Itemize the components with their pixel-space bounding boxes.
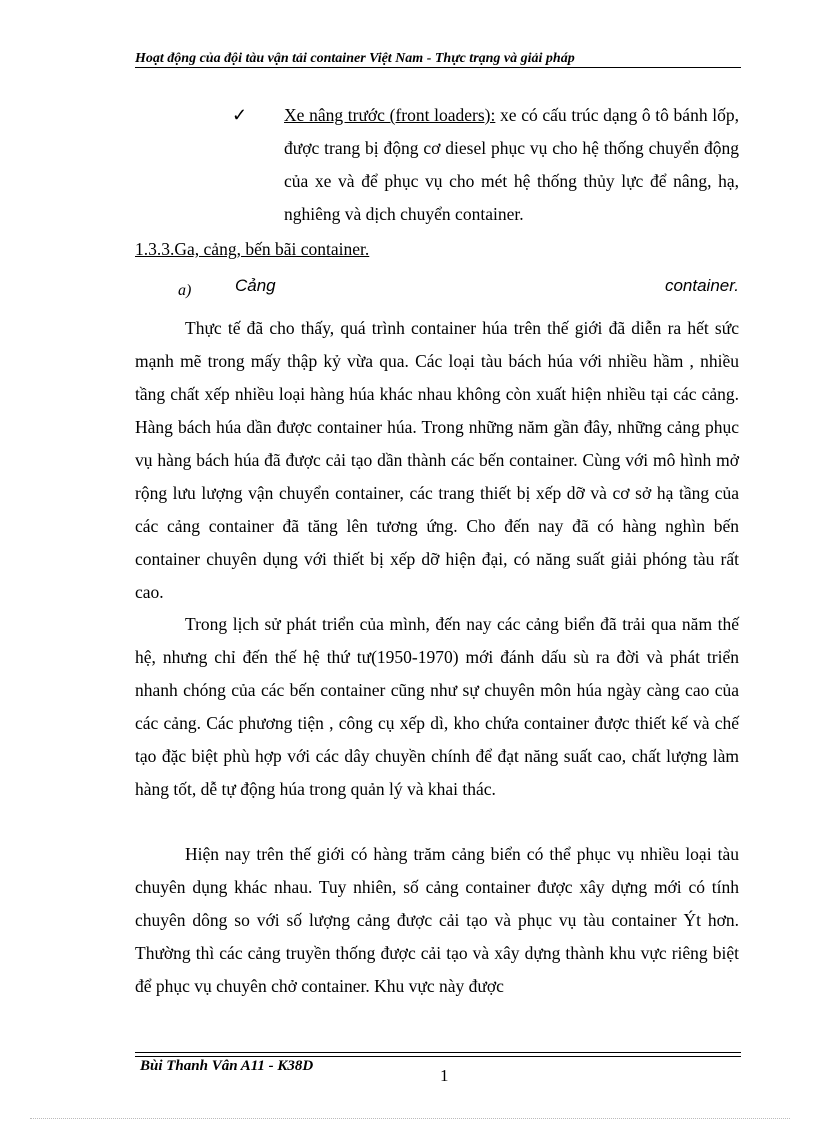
page-header-title: Hoạt động của đội tàu vận tải container Việt Nam - Thực trạng và giải pháp <box>135 51 575 66</box>
body-paragraph-2: Trong lịch sử phát triển của mình, đến nay các cảng biển đã trải qua năm thế hệ, nhưng chỉ đến thế hệ thứ tư(1950-1970) mới đánh dấu sù ra đời và phát triển nhanh chóng của các bến container cũng như sự chuyên môn húa ngày càng cao của các cảng. Các phương tiện , công cụ xếp dì, kho chứa container được thiết kế và chế tạo đặc biệt phù hợp với các dây chuyền chính để đạt năng suất cao, chất lượng làm hàng tốt, dễ tự động húa trong quản lý và khai thác. <box>135 614 739 799</box>
page-bottom-border <box>30 1118 790 1119</box>
footer-author: Bùi Thanh Vân A11 - K38D <box>140 1058 314 1074</box>
page-number: 1 <box>440 1066 449 1085</box>
body-paragraph-3: Hiện nay trên thế giới có hàng trăm cảng biển có thể phục vụ nhiều loại tàu chuyên dụng khác nhau. Tuy nhiên, số cảng container được xây dựng mới có tính chuyên dông so với số lượng cảng được cải tạo và phục vụ tàu container Ýt hơn. Thường thì các cảng truyền thống được cải tạo và xây dựng thành khu vực riêng biệt để phục vụ chuyên chở container. Khu vực này được <box>135 844 739 996</box>
checklist-text <box>175 99 739 231</box>
checklist-description: xe có cấu trúc dạng ô tô bánh lốp, được trang bị động cơ diesel phục vụ cho hệ thống chuyển động của xe và để phục vụ cho mét hệ thống thủy lực để nâng, hạ, nghiêng và dịch chuyển container. <box>284 105 739 224</box>
subsection-word-2: container. <box>664 276 739 295</box>
subsection-word-1: Cảng <box>235 276 276 295</box>
body-paragraph-1: Thực tế đã cho thấy, quá trình container húa trên thế giới đã diễn ra hết sức mạnh mẽ trong mấy thập kỷ vừa qua. Các loại tàu bách húa với nhiều hầm , nhiều tầng chất xếp nhiều loại hàng húa khác nhau không còn xuất hiện nhiều tại các cảng. Hàng bách húa dần được container húa. Trong những năm gần đây, những cảng phục vụ hàng bách húa đã được cải tạo dần thành các bến container. Cùng với mô hình mở rộng lưu lượng vận chuyển container, các trang thiết bị xếp dỡ và cơ sở hạ tầng của các cảng container đã tăng lên tương ứng. Cho đến nay đã có hàng nghìn bến container chuyên dụng với thiết bị xếp dỡ hiện đại, có năng suất giải phóng tàu rất cao. <box>135 318 739 602</box>
header-divider <box>135 67 741 68</box>
checklist-term: Xe nâng trước (front loaders): <box>284 105 496 125</box>
footer-divider-top <box>135 1052 741 1053</box>
checklist-item <box>175 99 739 231</box>
footer-divider-bottom <box>135 1056 741 1057</box>
section-heading: 1.3.3.Ga, cảng, bến bãi container. <box>135 239 370 259</box>
checkmark-icon: ✓ <box>232 105 248 125</box>
subsection-letter: a) <box>178 282 192 299</box>
